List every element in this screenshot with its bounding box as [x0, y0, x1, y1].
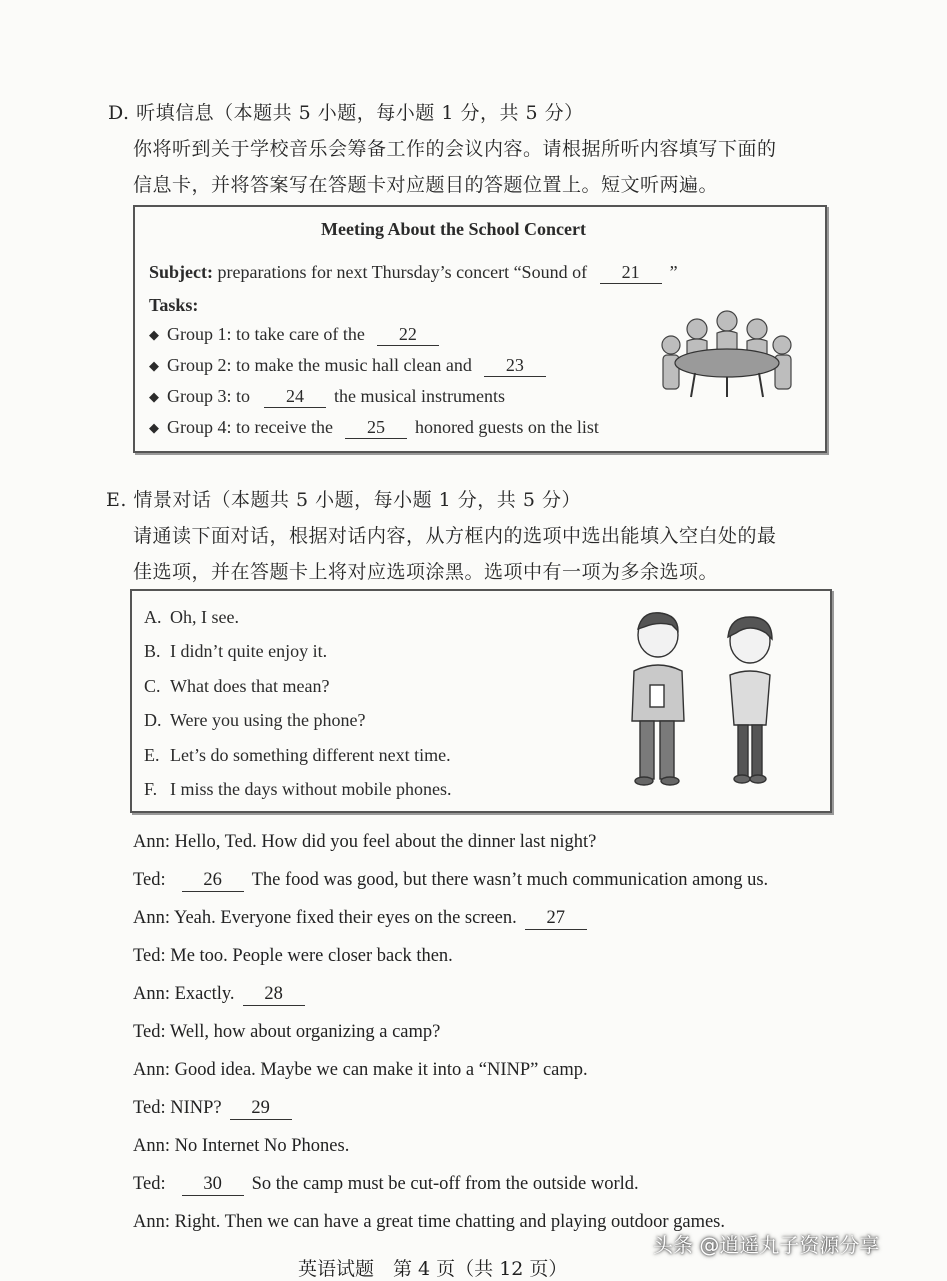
section-e-instruction-1: 请通读下面对话，根据对话内容，从方框内的选项中选出能填入空白处的最 [133, 525, 777, 547]
task-1-before: Group 1: to take care of the [167, 324, 365, 344]
blank-24: 24 [264, 386, 326, 408]
dialogue-line-8 [133, 1098, 300, 1120]
diamond-bullet-icon: ◆ [149, 327, 159, 342]
speaker-ann: Ann: [133, 984, 170, 1004]
blank-21: 21 [600, 262, 662, 284]
section-d-instruction-2: 信息卡，并将答案写在答题卡对应题目的答题位置上。短文听两遍。 [133, 174, 719, 196]
line-text: So the camp must be cut-off from the outside world. [251, 1174, 639, 1194]
dialogue-line-11 [133, 1212, 725, 1233]
dialogue-line-10 [133, 1174, 639, 1196]
line-text: Hello, Ted. How did you feel about the dinner last night? [174, 832, 597, 852]
dialogue-line-1 [133, 832, 596, 853]
option-e-letter: E. [144, 745, 160, 765]
option-a [144, 607, 239, 628]
diamond-bullet-icon: ◆ [149, 389, 159, 404]
task-3-before: Group 3: to [167, 386, 250, 406]
blank-30: 30 [182, 1174, 244, 1196]
option-c-text: What does that mean? [170, 676, 330, 696]
blank-25: 25 [345, 417, 407, 439]
option-c [144, 676, 329, 697]
option-d-text: Were you using the phone? [170, 710, 366, 730]
option-d [144, 710, 366, 731]
info-card-title: Meeting About the School Concert [321, 219, 586, 239]
section-d-instruction-1: 你将听到关于学校音乐会筹备工作的会议内容。请根据所听内容填写下面的 [133, 138, 777, 160]
tasks-label: Tasks: [149, 295, 199, 315]
speaker-ted: Ted: [133, 1174, 166, 1194]
dialogue-line-4 [133, 946, 453, 967]
blank-28: 28 [243, 984, 305, 1006]
info-card [133, 205, 827, 453]
option-d-letter: D. [144, 710, 162, 730]
blank-29: 29 [230, 1098, 292, 1120]
dialogue-line-2 [133, 870, 768, 892]
line-text: Exactly. [174, 984, 235, 1004]
meeting-table-illustration [655, 307, 805, 399]
option-b-letter: B. [144, 641, 161, 661]
line-text: Well, how about organizing a camp? [169, 1022, 441, 1042]
speaker-ted: Ted: [133, 1022, 166, 1042]
subject-text: preparations for next Thursday’s concert “Sound of [217, 262, 588, 282]
subject-line [149, 262, 678, 284]
dialogue-line-6 [133, 1022, 440, 1043]
option-a-letter: A. [144, 607, 162, 627]
speaker-ann: Ann: [133, 908, 170, 928]
option-f [144, 779, 451, 800]
task-group-4 [149, 417, 599, 439]
line-text: No Internet No Phones. [174, 1136, 350, 1156]
subject-close-quote: ” [669, 262, 678, 282]
option-f-letter: F. [144, 779, 158, 799]
dialogue-line-9 [133, 1136, 349, 1157]
option-b [144, 641, 327, 662]
task-2-before: Group 2: to make the music hall clean and [167, 355, 472, 375]
speaker-ann: Ann: [133, 832, 170, 852]
line-text: NINP? [170, 1098, 222, 1118]
dialogue-line-3 [133, 908, 595, 930]
section-d-heading: D. 听填信息（本题共 5 小题，每小题 1 分，共 5 分） [108, 102, 584, 124]
blank-23: 23 [484, 355, 546, 377]
dialogue-line-5 [133, 984, 313, 1006]
blank-26: 26 [182, 870, 244, 892]
option-e [144, 745, 451, 766]
task-group-2 [149, 355, 554, 377]
speaker-ted: Ted: [133, 870, 166, 890]
task-3-after: the musical instruments [334, 386, 505, 406]
speaker-ann: Ann: [133, 1136, 170, 1156]
speaker-ted: Ted: [133, 946, 166, 966]
line-text: Good idea. Maybe we can make it into a “NINP” camp. [174, 1060, 588, 1080]
speaker-ted: Ted: [133, 1098, 166, 1118]
blank-27: 27 [525, 908, 587, 930]
task-group-3 [149, 386, 505, 408]
section-e-heading: E. 情景对话（本题共 5 小题，每小题 1 分，共 5 分） [106, 489, 581, 511]
option-f-text: I miss the days without mobile phones. [170, 779, 452, 799]
task-group-1 [149, 324, 447, 346]
two-people-illustration [622, 611, 792, 789]
watermark: 头条 @逍遥丸子资源分享 [653, 1233, 880, 1257]
options-box [130, 589, 832, 813]
diamond-bullet-icon: ◆ [149, 358, 159, 373]
option-c-letter: C. [144, 676, 161, 696]
option-b-text: I didn’t quite enjoy it. [170, 641, 328, 661]
diamond-bullet-icon: ◆ [149, 420, 159, 435]
line-text: Right. Then we can have a great time chatting and playing outdoor games. [174, 1212, 726, 1232]
speaker-ann: Ann: [133, 1060, 170, 1080]
task-4-before: Group 4: to receive the [167, 417, 333, 437]
task-4-after: honored guests on the list [414, 417, 599, 437]
speaker-ann: Ann: [133, 1212, 170, 1232]
line-text: Me too. People were closer back then. [170, 946, 453, 966]
line-text: The food was good, but there wasn’t much communication among us. [251, 870, 769, 890]
option-a-text: Oh, I see. [170, 607, 239, 627]
blank-22: 22 [377, 324, 439, 346]
option-e-text: Let’s do something different next time. [170, 745, 451, 765]
line-text: Yeah. Everyone fixed their eyes on the screen. [173, 908, 517, 928]
page-footer: 英语试题 第 4 页（共 12 页） [298, 1258, 568, 1280]
section-e-instruction-2: 佳选项，并在答题卡上将对应选项涂黑。选项中有一项为多余选项。 [133, 561, 719, 583]
subject-label: Subject: [149, 262, 213, 282]
dialogue-line-7 [133, 1060, 588, 1081]
